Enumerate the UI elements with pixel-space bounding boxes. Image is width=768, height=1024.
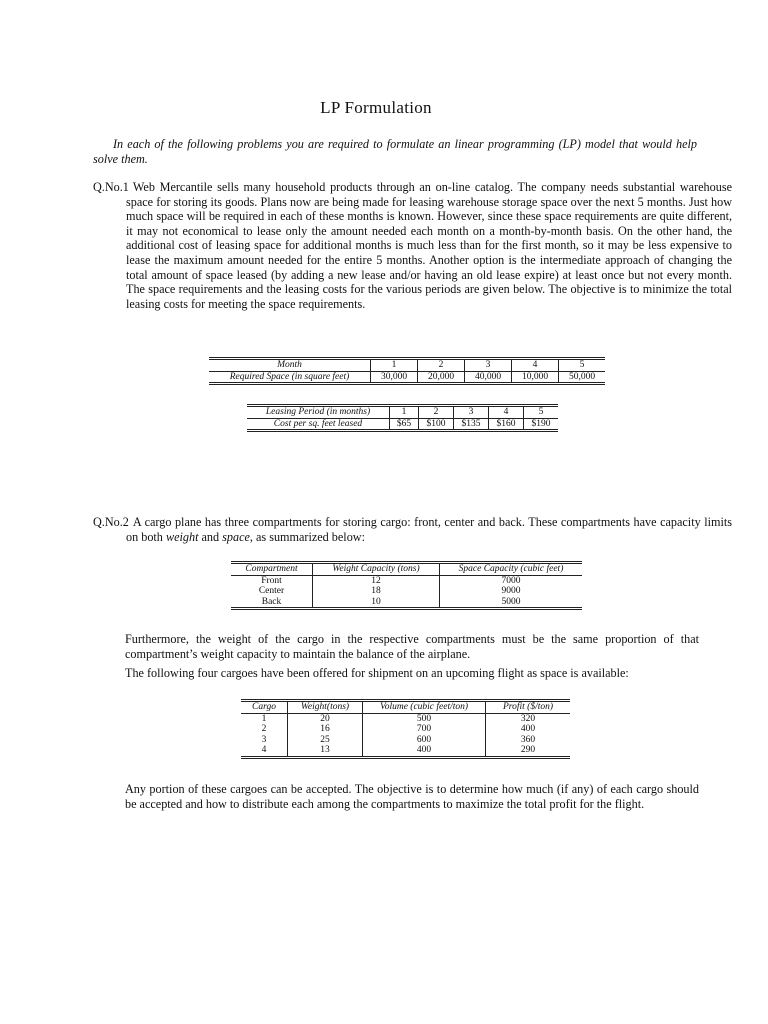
table-cell: 16 [288, 724, 363, 735]
row-label: Cost per sq. feet leased [247, 418, 390, 431]
row-label: Month [209, 359, 371, 372]
column-header: Space Capacity (cubic feet) [440, 563, 583, 576]
table-row [247, 418, 558, 431]
leasing-cost-table [247, 404, 558, 432]
table-cell: 500 [363, 713, 486, 724]
space-term: space [222, 529, 250, 544]
table-cell: 10 [313, 597, 440, 609]
table-row [241, 745, 570, 757]
table-cell: 7000 [501, 575, 521, 586]
table-cell: $65 [390, 418, 419, 431]
table-cell: 2 [419, 406, 454, 419]
table-cell: 12 [313, 575, 440, 586]
table-cell: $160 [489, 418, 524, 431]
objective-paragraph: Any portion of these cargoes can be accepted. The objective is to determine how much (if any) of each cargo should be accepted and how to distribute each among the compartments to maximize the total profit for the flight. [125, 782, 699, 811]
intro-paragraph: In each of the following problems you are required to formulate an linear programming (LP) model that would help solve them. [93, 137, 697, 166]
question-1 [93, 180, 732, 311]
question-2-label: Q.No.2 [93, 515, 129, 529]
row-label: Leasing Period (in months) [247, 406, 390, 419]
column-header: Compartment [231, 563, 313, 576]
table-cell: 13 [288, 745, 363, 757]
table-row [231, 586, 582, 597]
table-cell: 1 [371, 359, 418, 372]
table-header-row [241, 701, 570, 714]
table-cell: 2 [418, 359, 465, 372]
column-header: Cargo [241, 701, 288, 714]
table-cell: 5 [579, 360, 585, 370]
table-cell: 700 [363, 724, 486, 735]
table-cell: 18 [313, 586, 440, 597]
table-row [241, 735, 570, 746]
table-cell: 5 [538, 407, 544, 417]
table-row [231, 575, 582, 586]
table-cell: 9000 [501, 586, 521, 596]
table-cell: 2 [241, 724, 288, 735]
question-2-text: A cargo plane has three compartments for storing cargo: front, center and back. These compartments have capacity limits on both [126, 515, 732, 544]
table-cell: 3 [465, 359, 512, 372]
table-cell: 600 [363, 735, 486, 746]
column-header: Volume (cubic feet/ton) [363, 701, 486, 714]
table-cell: $190 [524, 418, 559, 431]
table-cell: Front [231, 575, 313, 586]
table-cell: 20,000 [418, 371, 465, 384]
table-cell: 3 [454, 406, 489, 419]
table-cell: 50,000 [559, 371, 606, 384]
cargo-offer-paragraph: The following four cargoes have been offered for shipment on an upcoming flight as space is available: [125, 666, 629, 680]
table-cell: Center [231, 586, 313, 597]
cargo-table [241, 699, 570, 759]
table-cell: 10,000 [512, 371, 559, 384]
table-cell: 5000 [501, 596, 521, 607]
table-cell: $100 [419, 418, 454, 431]
column-header: Profit ($/ton) [486, 701, 571, 714]
table-row [241, 724, 570, 735]
table-row [247, 406, 558, 419]
question-1-label: Q.No.1 [93, 180, 129, 194]
table-cell: 400 [520, 724, 536, 734]
question-2-text-and: and [198, 529, 223, 544]
balance-paragraph: Furthermore, the weight of the cargo in the respective compartments must be the same proportion of that compartment’s weight capacity to maintain the balance of the airplane. [125, 632, 699, 661]
table-cell: 4 [489, 406, 524, 419]
question-1-text: Web Mercantile sells many household products through an on-line catalog. The company needs substantial warehouse space for storing its goods. Plans now are being made for leasing warehouse storage space over the next 5 months. Just how much space will be required in each of these months is known. However, since these space requirements are quite different, it may not economical to lease only the amount needed each month on a month-by-month basis. On the other hand, the additional cost of leasing space for additional months is much less than for the first month, so it may be less expensive to lease the maximum amount needed for the entire 5 months. Another option is the intermediate approach of changing the total amount of space leased (by adding a new lease and/or having an old lease expire) at least once but not every month. The space requirements and the leasing costs for the various periods are given below. The objective is to minimize the total leasing costs for meeting the space requirements. [126, 180, 732, 311]
table-row [209, 359, 605, 372]
table-header-row [231, 563, 582, 576]
weight-term: weight [165, 529, 199, 544]
table-cell: 4 [512, 359, 559, 372]
page-title: LP Formulation [320, 98, 432, 117]
table-cell: 320 [520, 713, 536, 724]
table-cell: 360 [520, 734, 536, 745]
table-row [209, 371, 605, 384]
table-cell: 40,000 [465, 371, 512, 384]
table-row [241, 713, 570, 724]
table-cell: 3 [241, 735, 288, 746]
question-2-text-end: , as summarized below: [249, 529, 365, 544]
table-cell: 4 [241, 745, 288, 757]
compartment-table [231, 561, 582, 610]
table-cell: 1 [390, 406, 419, 419]
table-cell: 1 [241, 713, 288, 724]
table-cell: 290 [520, 745, 536, 755]
table-row [231, 597, 582, 609]
table-cell: $135 [454, 418, 489, 431]
table-cell: 20 [288, 713, 363, 724]
table-cell: Back [231, 597, 313, 609]
column-header: Weight Capacity (tons) [313, 563, 440, 576]
table-cell: 30,000 [371, 371, 418, 384]
row-label: Required Space (in square feet) [209, 371, 371, 384]
question-2 [93, 515, 732, 544]
table-cell: 25 [288, 735, 363, 746]
column-header: Weight(tons) [288, 701, 363, 714]
space-requirements-table [209, 357, 605, 385]
table-cell: 400 [363, 745, 486, 757]
